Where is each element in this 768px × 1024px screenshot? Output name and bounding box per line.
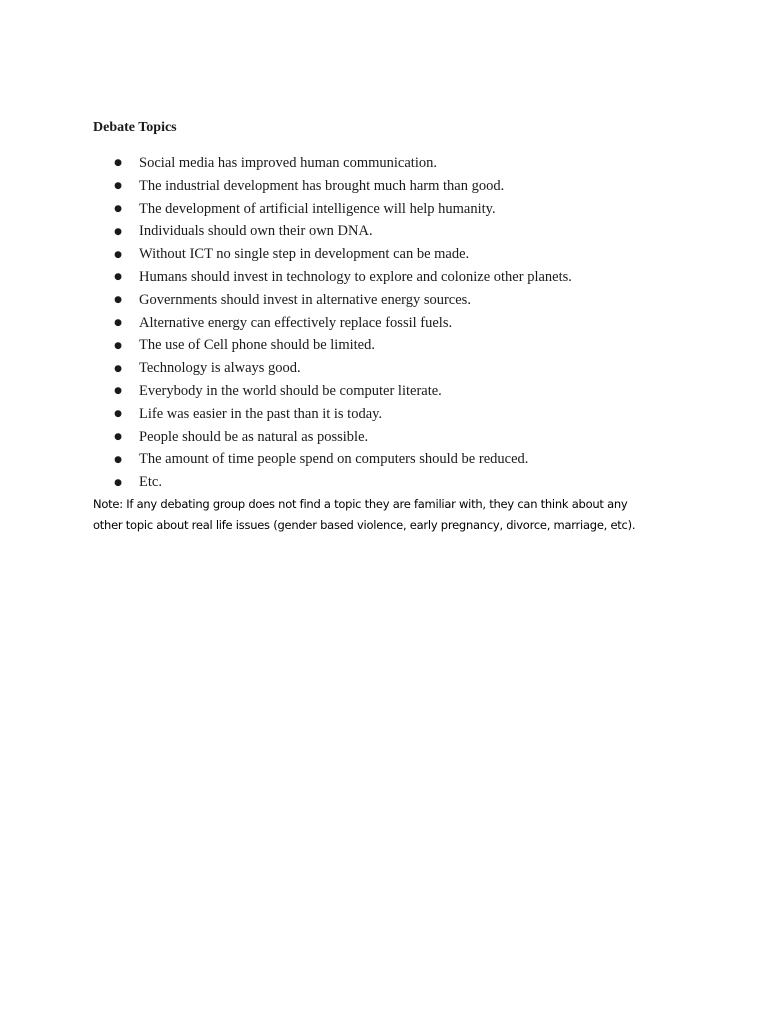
topic-text: People should be as natural as possible. [139, 428, 369, 445]
note-line: Note: If any debating group does not find a topic they are familiar with, they can think about any [93, 497, 628, 511]
topic-text: The industrial development has brought much harm than good. [139, 177, 505, 194]
topic-text: Social media has improved human communication. [139, 155, 437, 171]
topic-list [0, 152, 700, 494]
bullet-icon: ● [114, 363, 122, 374]
note-paragraph [93, 494, 693, 536]
topic-text: Governments should invest in alternative energy sources. [139, 291, 471, 308]
bullet-icon: ● [114, 431, 122, 442]
list-item [0, 471, 700, 494]
topic-text: Alternative energy can effectively replace fossil fuels. [139, 314, 453, 331]
list-item [0, 266, 700, 289]
list-item [0, 243, 700, 266]
topic-text: Individuals should own their own DNA. [139, 223, 373, 240]
bullet-icon: ● [114, 477, 122, 488]
topic-text: Humans should invest in technology to explore and colonize other planets. [139, 268, 572, 285]
bullet-icon: ● [114, 386, 122, 397]
list-item [0, 334, 700, 357]
list-item [0, 152, 700, 175]
topic-text: The amount of time people spend on computers should be reduced. [139, 451, 529, 468]
topic-text: The use of Cell phone should be limited. [139, 337, 375, 354]
bullet-icon: ● [114, 317, 122, 328]
list-item [0, 380, 700, 403]
list-item [0, 198, 700, 221]
list-item [0, 289, 700, 312]
list-item [0, 220, 700, 243]
bullet-icon: ● [114, 249, 122, 260]
note-line: other topic about real life issues (gender based violence, early pregnancy, divorce, marriage, etc). [93, 518, 636, 532]
topic-text: The development of artificial intelligence will help humanity. [139, 200, 496, 217]
topic-text: Etc. [139, 474, 162, 491]
list-item [0, 426, 700, 449]
bullet-icon: ● [114, 409, 122, 420]
topic-text: Life was easier in the past than it is today. [139, 405, 383, 422]
topic-text: Everybody in the world should be computer literate. [139, 382, 442, 399]
bullet-icon: ● [114, 226, 122, 237]
bullet-icon: ● [114, 272, 122, 283]
bullet-icon: ● [114, 158, 122, 169]
list-item [0, 403, 700, 426]
list-item [0, 312, 700, 335]
list-item [0, 357, 700, 380]
bullet-icon: ● [114, 295, 122, 306]
document-title: Debate Topics [93, 120, 177, 135]
list-item [0, 448, 700, 471]
bullet-icon: ● [114, 454, 122, 465]
list-item [0, 175, 700, 198]
bullet-icon: ● [114, 340, 122, 351]
bullet-icon: ● [114, 203, 122, 214]
topic-text: Technology is always good. [139, 360, 301, 377]
topic-text: Without ICT no single step in development can be made. [139, 246, 470, 263]
bullet-icon: ● [114, 181, 122, 192]
